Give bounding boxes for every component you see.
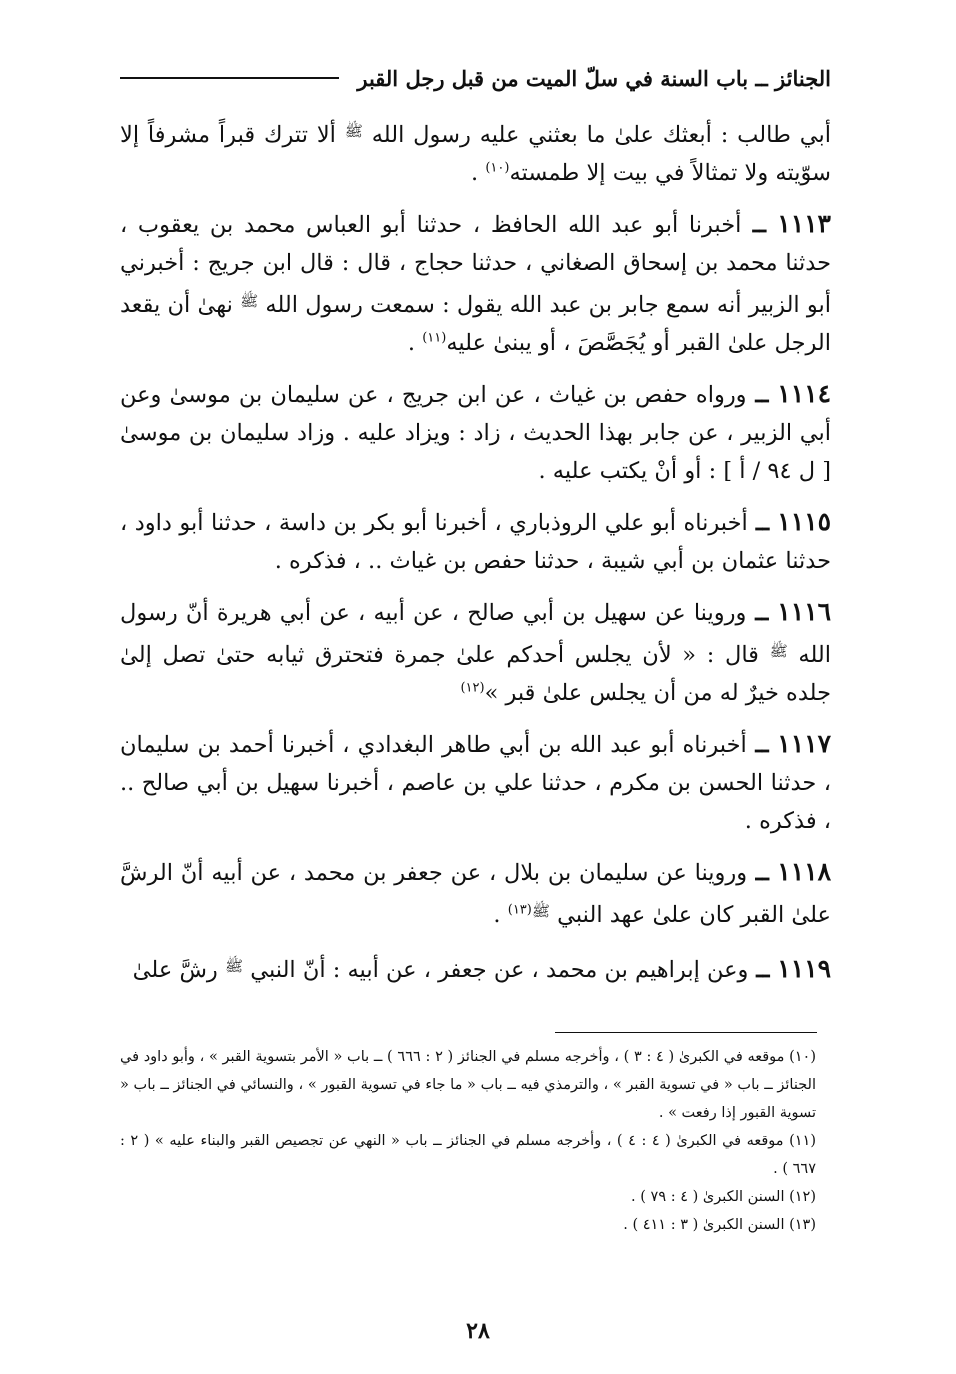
footnotes	[120, 1043, 816, 1239]
hadith-number: ١١١٧	[777, 729, 831, 758]
paragraph-text: أبي طالب : أبعثك علىٰ ما بعثني عليه رسول الله	[371, 122, 831, 148]
paragraph-end: .	[471, 160, 486, 186]
hadith-paragraph	[120, 725, 831, 840]
paragraph-text: وروينا عن سليمان بن بلال ، عن جعفر بن محمد ، عن أبيه أنّ الرشَّ علىٰ القبر كان علىٰ عهد النبي	[120, 860, 831, 928]
hadith-paragraph	[120, 503, 831, 580]
hadith-paragraph	[120, 205, 831, 362]
footnote-ref: (١٢)	[460, 680, 485, 696]
paragraph-text: أخبرناه أبو علي الروذباري ، أخبرنا أبو بكر بن داسة ، حدثنا أبو داود ، حدثنا عثمان بن أبي شيبة ، حدثنا حفص بن غياث .. ، فذكره .	[120, 510, 831, 574]
footnote-ref: (١١)	[422, 330, 447, 346]
salutation-glyph: ﷺ	[224, 957, 244, 975]
hadith-number: ١١١٩	[777, 954, 831, 983]
hadith-number: ١١١٨	[777, 857, 831, 886]
footnote: (١١) موقعه في الكبرىٰ ( ٤ : ٤ ) ، وأخرجه مسلم في الجنائز ــ باب « النهي عن تجصيص القبر والبناء عليه » ( ٢ : ٦٦٧ ) .	[120, 1133, 816, 1177]
hadith-number: ١١١٣	[777, 209, 831, 238]
number-dash: ــ	[746, 732, 778, 758]
footnote: (١٠) موقعه في الكبرىٰ ( ٤ : ٣ ) ، وأخرجه مسلم في الجنائز ( ٢ : ٦٦٦ ) ــ باب « الأمر بتسوية القبر » ، وأبو داود في الجنائز ــ باب « في تسوية القبر » ، والترمذي فيه ــ باب « ما جاء في تسوية القبور » ، والنسائي في الجنائز ــ باب « تسوية القبور إذا رفعت » .	[120, 1049, 817, 1121]
hadith-number: ١١١٤	[777, 379, 831, 408]
salutation-glyph: ﷺ	[344, 122, 363, 140]
hadith-paragraph	[120, 593, 831, 712]
number-dash: ــ	[746, 382, 778, 408]
footnote-ref: (١٣)	[507, 902, 532, 918]
header-rule	[120, 77, 339, 79]
hadith-paragraph	[120, 947, 831, 989]
paragraph-text: ورواه حفص بن غياث ، عن ابن جريج ، عن سليمان بن موسىٰ وعن أبي الزبير ، عن جابر بهذا الحديث ، زاد : ويزاد عليه . وزاد سليمان بن موسىٰ [ ل ٩٤ / أ ] : أو أنْ يكتب عليه .	[120, 382, 831, 484]
paragraph-text: ألا تترك قبراً مشرفاً إلا سوّيته ولا تمثالاً في بيت إلا طمسته	[120, 122, 831, 186]
hadith-paragraph	[120, 853, 831, 934]
paragraph-text: وروينا عن سهيل بن أبي صالح ، عن أبيه ، عن أبي هريرة أنّ رسول الله	[120, 600, 831, 668]
footnote-separator	[555, 1032, 817, 1033]
running-header	[120, 58, 831, 98]
hadith-number: ١١١٦	[777, 597, 831, 626]
number-dash: ــ	[748, 957, 778, 983]
paragraph-end: .	[493, 902, 508, 928]
footnote: (١٣) السنن الكبرىٰ ( ٣ : ٤١١ ) .	[623, 1217, 816, 1233]
number-dash: ــ	[747, 510, 778, 536]
paragraph-text: قال : « لأن يجلس أحدكم علىٰ جمرة فتحترق ثيابه حتىٰ تصل إلىٰ جلده خيرٌ له من أن يجلس علىٰ قبر »	[120, 642, 831, 706]
number-dash: ــ	[747, 860, 778, 886]
main-text	[120, 112, 831, 1002]
salutation-glyph: ﷺ	[240, 292, 259, 310]
paragraph-text: وعن إبراهيم بن محمد ، عن جعفر ، عن أبيه : أنّ النبي	[250, 957, 749, 983]
paragraph-text: أخبرنا أبو عبد الله الحافظ ، حدثنا أبو العباس محمد بن يعقوب ، حدثنا محمد بن إسحاق الصغاني ، حدثنا حجاج ، قال : قال ابن جريج : أخبرني أبو الزبير أنه سمع جابر بن عبد الله يقول : سمعت رسول الله	[120, 212, 832, 318]
number-dash: ــ	[741, 212, 778, 238]
hadith-number: ١١١٥	[777, 507, 831, 536]
paragraph-text: نهىٰ أن يقعد الرجل علىٰ القبر أو يُجَصَّصَ ، أو يبنىٰ عليه	[120, 292, 831, 356]
paragraph-text: رشَّ علىٰ	[132, 957, 218, 983]
hadith-paragraph	[120, 375, 831, 490]
paragraph-end: .	[407, 330, 423, 356]
page-number: ٢٨	[466, 1318, 490, 1344]
paragraph-text: أخبرناه أبو عبد الله بن أبي طاهر البغدادي ، أخبرنا أحمد بن سليمان ، حدثنا الحسن بن مكرم ، حدثنا علي بن عاصم ، أخبرنا سهيل بن أبي صالح .. ، فذكره .	[120, 732, 831, 834]
chapter-title: الجنائز ــ باب السنة في سلّ الميت من قبل رجل القبر	[357, 65, 831, 91]
salutation-glyph: ﷺ	[531, 902, 550, 920]
number-dash: ــ	[746, 600, 778, 626]
footnote: (١٢) السنن الكبرىٰ ( ٤ : ٧٩ ) .	[631, 1189, 816, 1205]
salutation-glyph: ﷺ	[769, 642, 788, 660]
footnote-ref: (١٠)	[485, 160, 510, 176]
hadith-paragraph	[120, 112, 831, 192]
